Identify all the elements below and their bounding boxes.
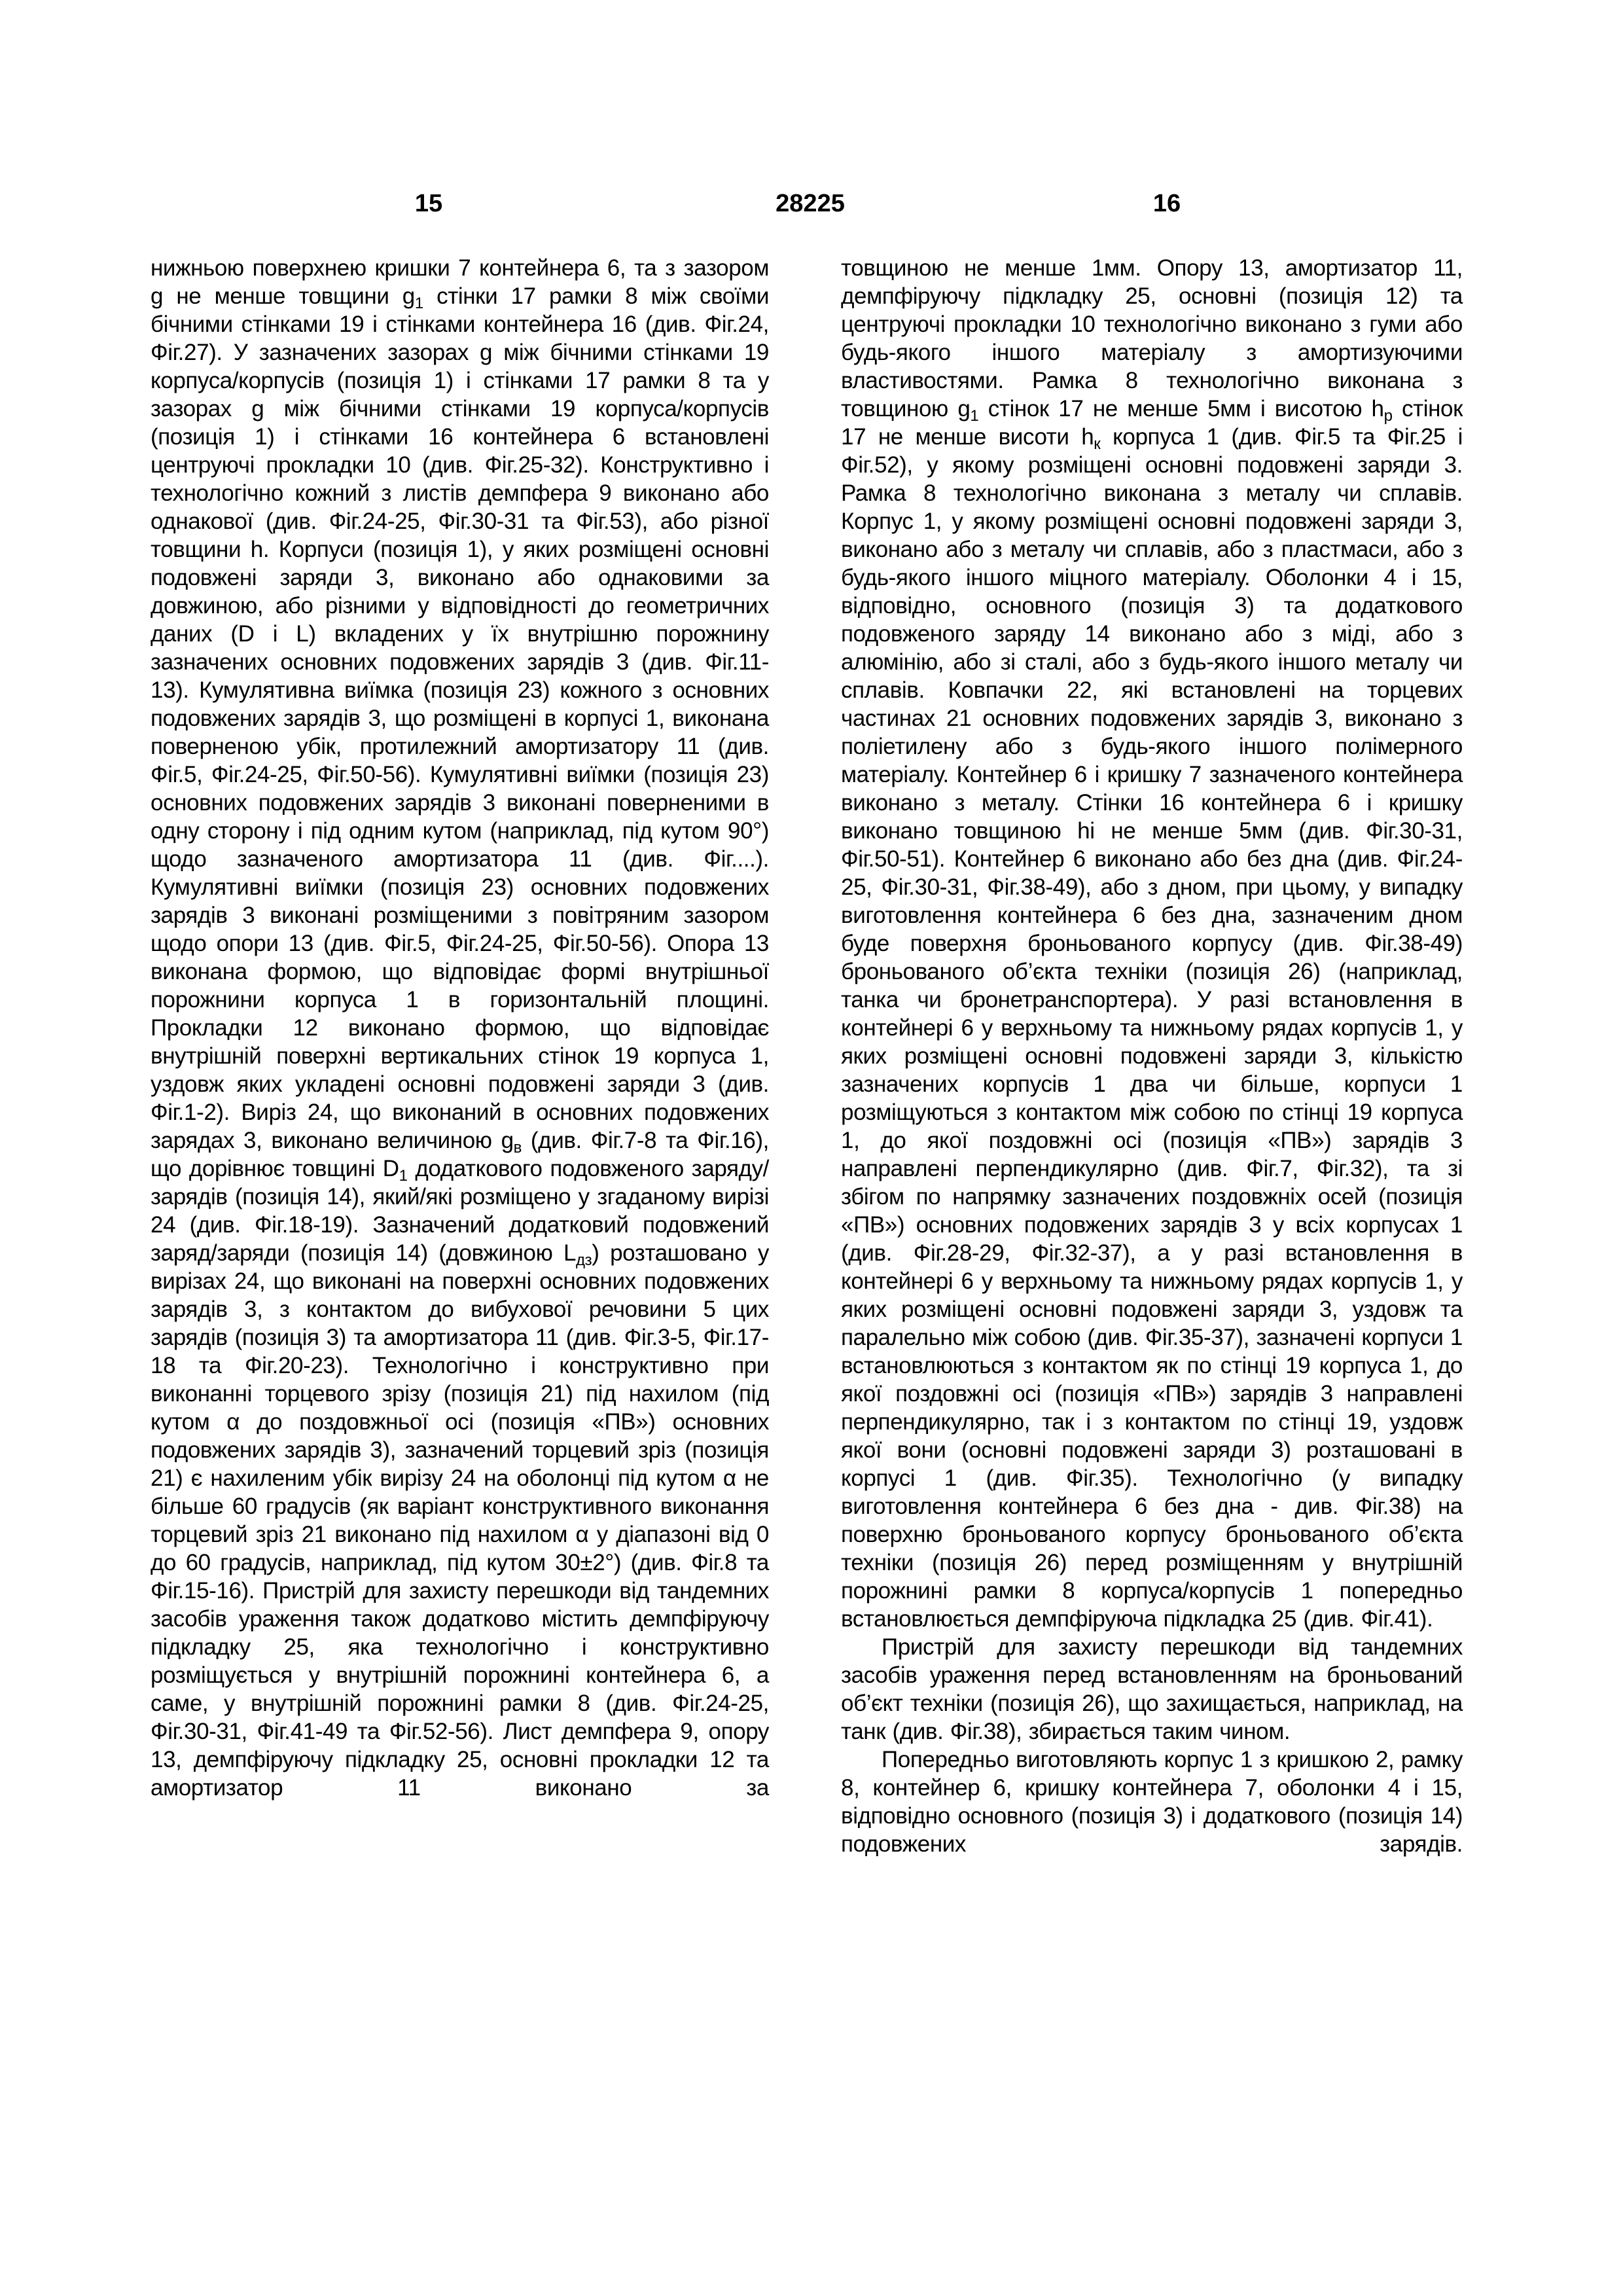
- column-left: [151, 254, 769, 1802]
- paragraph: Пристрій для захисту перешкоди від тандемних засобів ураження перед встановленням на броньований об’єкт техніки (позиція 26), що захищається, наприклад, на танк (див. Фіг.38), збирається таким чином.: [841, 1634, 1463, 1744]
- page-number-left: 15: [414, 190, 443, 217]
- paragraph: нижньою поверхнею кришки 7 контейнера 6, та з зазором g не менше товщини $g_1$ стінки 17 рамки 8 між своїми бічними стінками 19 і стінками контейнера 16 (див. Фіг.24, Фіг.27). У зазначених зазорах g між бічними стінками 19 корпуса/корпусів (позиція 1) і стінками 17 рамки 8 та у зазорах g між бічними стінками 19 корпуса/корпусів (позиція 1) і стінками 16 контейнера 6 встановлені центруючі прокладки 10 (див. Фіг.25-32). Конструктивно і технологічно кожний з листів демпфера 9 виконано або однакової (див. Фіг.24-25, Фіг.30-31 та Фіг.53), або різної товщини h. Корпуси (позиція 1), у яких розміщені основні подовжені заряди 3, виконано або однаковими за довжиною, або різними у відповідності до геометричних даних (D і L) вкладених у їх внутрішню порожнину зазначених основних подовжених зарядів 3 (див. Фіг.11-13). Кумулятивна виїмка (позиція 23) кожного з основних подовжених зарядів 3, що розміщені в корпусі 1, виконана поверненою убік, протилежний амортизатору 11 (див. Фіг.5, Фіг.24-25, Фіг.50-56). Кумулятивні виїмки (позиція 23) основних подовжених зарядів 3 виконані поверненими в одну сторону і під одним кутом (наприклад, під кутом 90°) щодо зазначеного амортизатора 11 (див. Фіг....). Кумулятивні виїмки (позиція 23) основних подовжених зарядів 3 виконані розміщеними з повітряним зазором щодо опори 13 (див. Фіг.5, Фіг.24-25, Фіг.50-56). Опора 13 виконана формою, що відповідає формі внутрішньої порожнини корпуса 1 в горизонтальній площині. Прокладки 12 виконано формою, що відповідає внутрішній поверхні вертикальних стінок 19 корпуса 1, уздовж яких укладені основні подовжені заряди 3 (див. Фіг.1-2). Виріз 24, що виконаний в основних подовжених зарядах 3, виконано величиною $g_в$ (див. Фіг.7-8 та Фіг.16), що дорівнює товщині $D_1$ додаткового подовженого заряду/зарядів (позиція 14), який/які розміщено у згаданому вирізі 24 (див. Фіг.18-19). Зазначений додатковий подовжений заряд/заряди (позиція 14) (довжиною $L_{дз}$) розташовано у вирізах 24, що виконані на поверхні основних подовжених зарядів 3, з контактом до вибухової речовини 5 цих зарядів (позиція 3) та амортизатора 11 (див. Фіг.3-5, Фіг.17-18 та Фіг.20-23). Технологічно і конструктивно при виконанні торцевого зрізу (позиція 21) під нахилом (під кутом α до поздовжньої осі (позиція «ПВ») основних подовжених зарядів 3), зазначений торцевий зріз (позиція 21) є нахиленим убік вирізу 24 на оболонці під кутом α не більше 60 градусів (як варіант конструктивного виконання торцевий зріз 21 виконано під нахилом α у діапазоні від 0 до 60 градусів, наприклад, під кутом 30±2°) (див. Фіг.8 та Фіг.15-16). Пристрій для захисту перешкоди від тандемних засобів ураження також додатково містить демпфіруючу підкладку 25, яка технологічно і конструктивно розміщується у внутрішній порожнині контейнера 6, а саме, у внутрішній порожнині рамки 8 (див. Фіг.24-25, Фіг.30-31, Фіг.41-49 та Фіг.52-56). Лист демпфера 9, опору 13, демпфіруючу підкладку 25, основні прокладки 12 та амортизатор 11 виконано за: [151, 255, 770, 1801]
- column-right: [841, 254, 1463, 1858]
- paragraph: Попередньо виготовляють корпус 1 з кришкою 2, рамку 8, контейнер 6, кришку контейнера 7, оболонки 4 і 15, відповідно основного (позиція 3) і додаткового (позиція 14) подовжених зарядів.: [841, 1747, 1463, 1857]
- page-number-right: 16: [1152, 190, 1181, 217]
- paragraph: товщиною не менше 1мм. Опору 13, амортизатор 11, демпфіруючу підкладку 25, основні (позиція 12) та центруючі прокладки 10 технологічно виконано з гуми або будь-якого іншого матеріалу з амортизуючими властивостями. Рамка 8 технологічно виконана з товщиною $g_1$ стінок 17 не менше 5мм і висотою $h_р$ стінок 17 не менше висоти $h_к$ корпуса 1 (див. Фіг.5 та Фіг.25 і Фіг.52), у якому розміщені основні подовжені заряди 3. Рамка 8 технологічно виконана з металу чи сплавів. Корпус 1, у якому розміщені основні подовжені заряди 3, виконано або з металу чи сплавів, або з пластмаси, або з будь-якого іншого міцного матеріалу. Оболонки 4 і 15, відповідно, основного (позиція 3) та додаткового подовженого заряду 14 виконано або з міді, або з алюмінію, або зі сталі, або з будь-якого іншого металу чи сплавів. Ковпачки 22, які встановлені на торцевих частинах 21 основних подовжених зарядів 3, виконано з поліетилену або з будь-якого іншого полімерного матеріалу. Контейнер 6 і кришку 7 зазначеного контейнера виконано з металу. Стінки 16 контейнера 6 і кришку виконано товщиною hі не менше 5мм (див. Фіг.30-31, Фіг.50-51). Контейнер 6 виконано або без дна (див. Фіг.24-25, Фіг.30-31, Фіг.38-49), або з дном, при цьому, у випадку виготовлення контейнера 6 без дна, зазначеним дном буде поверхня броньованого корпусу (див. Фіг.38-49) броньованого об’єкта техніки (позиція 26) (наприклад, танка чи бронетранспортера). У разі встановлення в контейнері 6 у верхньому та нижньому рядах корпусів 1, у яких розміщені основні подовжені заряди 3, кількістю зазначених корпусів 1 два чи більше, корпуси 1 розміщуються з контактом між собою по стінці 19 корпуса 1, до якої поздовжні осі (позиція «ПВ») зарядів 3 направлені перпендикулярно (див. Фіг.7, Фіг.32), та зі збігом по напрямку зазначених поздовжніх осей (позиція «ПВ») основних подовжених зарядів 3 у всіх корпусах 1 (див. Фіг.28-29, Фіг.32-37), а у разі встановлення в контейнері 6 у верхньому та нижньому рядах корпусів 1, у яких розміщені основні подовжені заряди 3, уздовж та паралельно між собою (див. Фіг.35-37), зазначені корпуси 1 встановлюються з контактом як по стінці 19 корпуса 1, до якої поздовжні осі (позиція «ПВ») зарядів 3 направлені перпендикулярно, так і з контактом по стінці 19, уздовж якої вони (основні подовжені заряди 3) розташовані в корпусі 1 (див. Фіг.35). Технологічно (у випадку виготовлення контейнера 6 без дна - див. Фіг.38) на поверхню броньованого корпусу броньованого об’єкта техніки (позиція 26) перед розміщенням у внутрішній порожнині рамки 8 корпуса/корпусів 1 попередньо встановлюється демпфіруюча підкладка 25 (див. Фіг.41).: [841, 255, 1463, 1632]
- document-number: 28225: [776, 190, 845, 217]
